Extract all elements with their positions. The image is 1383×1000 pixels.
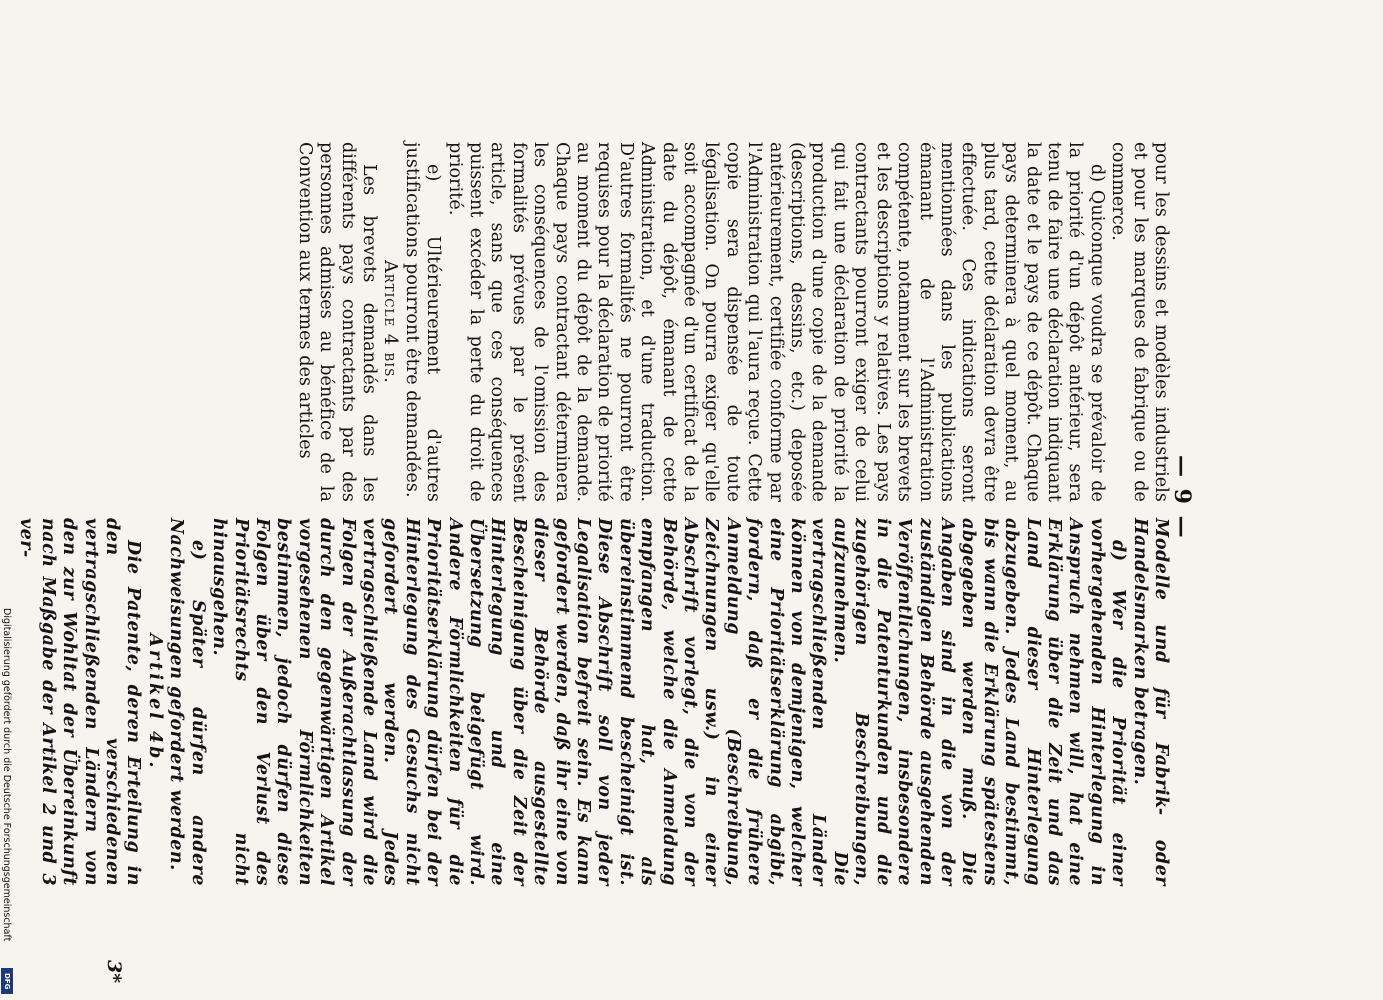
french-article-text: Les brevets demandés dans les différents pays contractants par des personnes admises au bénéfice de la Convention aux termes des articles	[294, 142, 379, 502]
german-article-heading: Artikel 4b.	[144, 633, 165, 771]
french-paragraph-d: d) Quiconque voudra se prévaloir de la priorité d'un dépôt antérieur, sera tenu de faire une déclaration indiquant la date et le pays de ce dépôt. Chaque pays determinera à quel moment, au plus tard, cette déclaration devra être effectuée. Ces indications seront mentionnées dans les publications émanant de l'Administration compétente, notamment sur les brevets et les descriptions y relatives. Les pays contractants pourront exiger de celui qui fait une déclaration de priorité la production d'une copie de la demande (descriptions, dessins, etc.) deposée antérieurement, certifiée conforme par l'Administration qui l'aura reçue. Cette copie sera dispensée de toute légalisation. On pourra exiger qu'elle soit accompagnée d'un certificat de la date du dépôt, émanant de cette Administration, et d'une traduction. D'autres formalités ne pourront être requises pour la déclaration de priorité au moment du dépôt de la demande. Chaque pays contractant déterminera les conséquences de l'omission des formalités prévues par le présent article, sans que ces conséquences puissent excéder la perte du droit de priorité.	[444, 142, 1107, 502]
german-paragraph-e: e) Später dürfen andere Nachweisungen gefordert werden.	[166, 518, 208, 886]
credit-text: Digitalisierung gefördert durch die Deutsche Forschungsgemeinschaft	[1, 608, 12, 942]
german-article-text: Die Patente, deren Erteilung in den verschiedenen vertragschließenden Ländern von den zur Wohltat der Übereinkunft nach Maßgabe der Artikel 2 und 3 ver-	[16, 518, 144, 886]
dfg-logo-icon: DFG	[1, 968, 13, 994]
german-column	[15, 518, 1171, 886]
digitization-credit	[0, 608, 14, 996]
french-paragraph-1: pour les dessins et modèles industriels et pour les marques de fabrique ou de commerce.	[1108, 142, 1171, 502]
german-paragraph-1: Modelle und für Fabrik- oder Handelsmarken betragen.	[1129, 518, 1171, 886]
french-paragraph-e: e) Ultérieurement d'autres justifications pourront être demandées.	[401, 142, 444, 502]
french-article-heading: Article 4 bis.	[380, 260, 401, 384]
page-number: — 9 —	[1169, 455, 1195, 540]
french-column	[293, 142, 1171, 502]
signature-mark: 3*	[103, 960, 125, 984]
german-paragraph-d: d) Wer die Priorität einer vorhergehenden Hinterlegung in Anspruch nehmen will, hat eine Erklärung über die Zeit und das Land dieser Hinterlegung abzugeben. Jedes Land bestimmt, bis wann die Erklärung spätestens abgegeben werden muß. Die Angaben sind in die von der zuständigen Behörde ausgehenden Veröffentlichungen, insbesondere in die Patenturkunden und die zugehörigen Beschreibungen, aufzunehmen. Die vertragschließenden Länder können von demjenigen, welcher eine Prioritätserklärung abgibt, fordern, daß er die frühere Anmeldung (Beschreibung, Zeichnungen usw.) in einer Abschrift vorlegt, die von der Behörde, welche die Anmeldung empfangen hat, als übereinstimmend bescheinigt ist. Diese Abschrift soll von jeder Legalisation befreit sein. Es kann gefordert werden, daß ihr eine von dieser Behörde ausgestellte Bescheinigung über die Zeit der Hinterlegung und eine Übersetzung beigefügt wird. Andere Förmlichkeiten für die Prioritätserklärung dürfen bei der Hinterlegung des Gesuchs nicht gefordert werden. Jedes vertragschließende Land wird die Folgen der Außerachtlassung der durch den gegenwärtigen Artikel vorgesehenen Förmlichkeiten bestimmen, jedoch dürfen diese Folgen über den Verlust des Prioritätsrechts nicht hinausgehen.	[209, 518, 1129, 886]
